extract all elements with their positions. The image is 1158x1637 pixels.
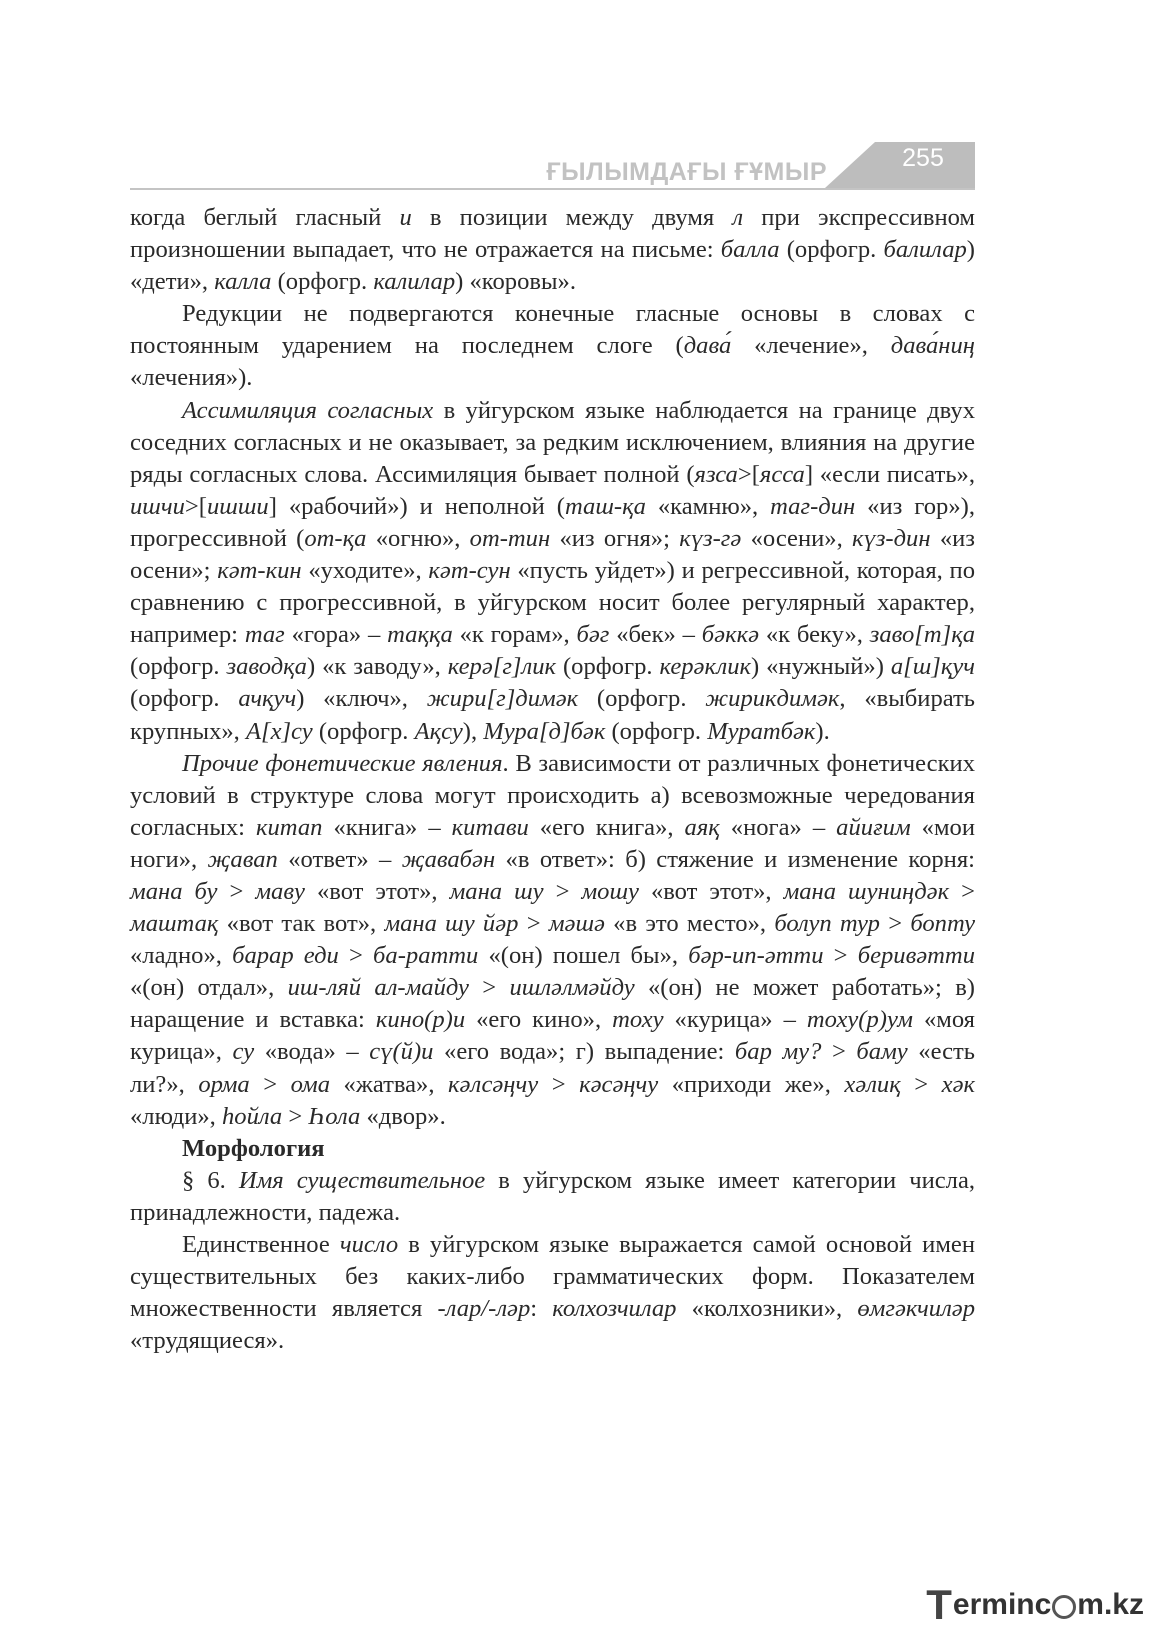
paragraph: Редукции не подвергаются конечные гласные основы в словах с постоянным ударением на последнем слоге (дава́ «лечение», дава́ниң «лечения»).	[130, 300, 975, 392]
paragraph: Ассимиляция согласных в уйгурском языке наблюдается на границе двух соседних согласных и не оказывает, за редким исключением, влияния на другие ряды согласных слова. Ассимиляция бывает полной (язса>[ясса] «если писать», ишчи>[ишши] «рабочий») и неполной (таш-қа «камню», таг-дин «из гор»), прогрессивной (от-қа «огню», от-тин «из огня»; күз-гә «осени», күз-дин «из осени»; кәт-кин «уходите», кәт-сун «пусть уйдет») и регрессивной, которая, по сравнению с прогрессивной, в уйгурском носит более регулярный характер, например: таг «гора» – таққа «к горам», бәг «бек» – бәккә «к беку», заво[т]қа (орфогр. заводқа) «к заводу», керә[г]лик (орфогр. керәклик) «нужный») а[ш]қуч (орфогр. ачқуч) «ключ», жири[г]димәк (орфогр. жирикдимәк, «выбирать крупных», А[х]су (орфогр. Ақсу), Мура[д]бәк (орфогр. Муратбәк).	[130, 396, 976, 745]
watermark-text-1: erminc	[952, 1588, 1052, 1621]
paragraph: Единственное число в уйгурском языке выражается самой основой имен существительных без каких-либо грамматических форм. Показателем множественности является -лар/-ләр: колхозчилар «колхозники», өмгәкчиләр «трудящиеся».	[130, 1231, 976, 1355]
header-rule	[130, 188, 975, 190]
watermark-o-icon	[1052, 1595, 1076, 1619]
paragraph: Прочие фонетические явления. В зависимости от различных фонетических условий в структуре слова могут происходить а) всевозможные чередования согласных: китап «книга» – китави «его книга», аяқ «нога» – айиғим «мои ноги», җавап «ответ» – җавабән «в ответ»: б) стяжение и изменение корня: мана бу > маву «вот этот», мана шу > мошу «вот этот», мана шуниңдәк > маштақ «вот так вот», мана шу йәр > мәшә «в это место», болуп тур > бопту «ладно», барар еди > ба-ратти «(он) пошел бы», бәр-ип-әтти > беривәтти «(он) отдал», иш-ляй ал-майду > ишләлмәйду «(он) не может работать»; в) наращение и вставка: кино(р)и «его кино», тоху «курица» – тоху(р)ум «моя курица», су «вода» – сү(й)и «его вода»; г) выпадение: бар му? > баму «есть ли?», орма > ома «жатва», кәлсәңчу > кәсәңчу «приходи же», хәлиқ > хәк «люди», һойла > Һола «двор».	[130, 749, 976, 1130]
watermark-t: T	[926, 1581, 952, 1628]
section-heading: Морфология	[182, 1134, 325, 1162]
header-title: ҒЫЛЫМДАҒЫ ҒҰМЫР	[546, 158, 827, 186]
paragraph: когда беглый гласный и в позиции между двумя л при экспрессивном произношении выпадает, что не отражается на письме: балла (орфогр. балилар) «дети», калла (орфогр. калилар) «коровы».	[130, 204, 975, 296]
paragraph: § 6. Имя существительное в уйгурском языке имеет категории числа, принадлежности, падежа.	[130, 1166, 976, 1226]
watermark-text-2: m.kz	[1077, 1588, 1144, 1621]
running-header	[130, 138, 975, 190]
page-body	[130, 202, 975, 1357]
page-number: 255	[902, 144, 944, 172]
watermark-logo	[926, 1583, 1144, 1627]
